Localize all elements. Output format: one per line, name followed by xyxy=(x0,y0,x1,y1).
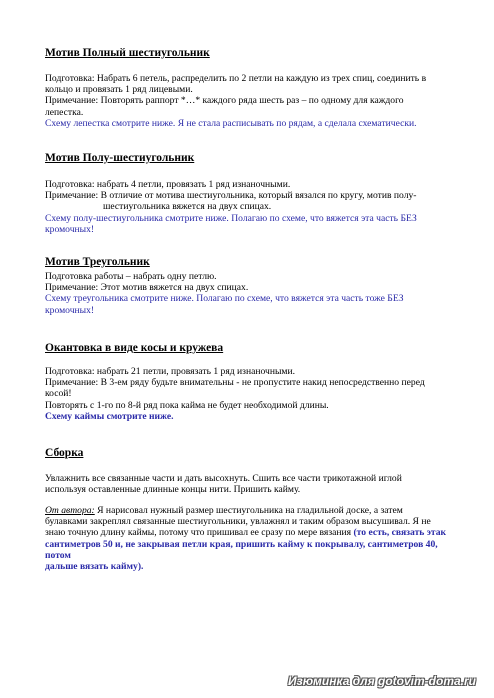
scheme-note: Схему треугольника смотрите ниже. Полагаю по схеме, что вяжется эта часть тоже БЕЗ xyxy=(45,293,404,305)
section-heading-half-hexagon: Мотив Полу-шестиугольник xyxy=(45,152,195,164)
section-heading-full-hexagon: Мотив Полный шестиугольник xyxy=(45,47,210,59)
scheme-note: кромочных! xyxy=(45,304,95,316)
text-line: Повторять с 1-го по 8-й ряд пока кайма не будет необходимой длины. xyxy=(45,399,329,411)
section-heading-triangle: Мотив Треугольник xyxy=(45,256,150,268)
text-line: лепестка. xyxy=(45,106,84,118)
text-line: булавками закреплял связанные шестиугольники, увлажнял и таким образом высушивал. Я не xyxy=(45,516,431,528)
text-line: косой! xyxy=(45,388,72,400)
text-line: кольцо и провязать 1 ряд лицевыми. xyxy=(45,84,193,96)
author-note-text: знаю точную длину каймы, потому что пришивал ее сразу по мере вязания xyxy=(45,527,354,539)
author-note-text: Я нарисовал нужный размер шестиугольника на гладильной доске, а затем xyxy=(94,505,403,516)
text-line: Подготовка: Набрать 6 петель, распределить по 2 петли на каждую из трех спиц, соединить в xyxy=(45,73,427,84)
text-line: Подготовка: набрать 4 петли, провязать 1 ряд изнаночными. xyxy=(45,179,291,190)
scheme-note: Схему каймы смотрите ниже. xyxy=(45,410,174,422)
text-line xyxy=(45,527,465,538)
author-note xyxy=(45,505,465,572)
section-body-assembly xyxy=(45,473,465,495)
text-line xyxy=(45,505,465,516)
text-line: Примечание: В 3-ем ряду будьте внимательны - не пропустите накид непосредственно перед xyxy=(45,377,425,389)
watermark-text: Изюминка для gotovim-doma.ru xyxy=(288,674,476,688)
author-note-highlight: сантиметров 50 и, не закрывая петли края, пришить кайму к покрывалу, сантиметров 40, потом xyxy=(45,538,438,561)
section-body-border xyxy=(45,366,465,422)
text-line: используя оставленные длинные концы нити. Пришить кайму. xyxy=(45,484,301,496)
text-line: Примечание: В отличие от мотива шестиугольника, который вязался по кругу, мотив полу- xyxy=(45,190,417,202)
section-body-half-hexagon xyxy=(45,179,465,235)
text-line: шестиугольника вяжется на двух спицах. xyxy=(103,201,272,213)
author-note-highlight: (то есть, связать этак xyxy=(353,527,447,539)
text-line: Подготовка: набрать 21 петли, провязать 1 ряд изнаночными. xyxy=(45,366,296,377)
text-line: Примечание: Этот мотив вяжется на двух спицах. xyxy=(45,282,249,294)
scheme-note: Схему лепестка смотрите ниже. Я не стала расписывать по рядам, а сделала схематически. xyxy=(45,117,417,129)
scheme-note: кромочных! xyxy=(45,223,95,235)
section-body-triangle xyxy=(45,271,465,316)
section-heading-border: Окантовка в виде косы и кружева xyxy=(45,342,224,354)
section-heading-assembly: Сборка xyxy=(45,447,84,459)
author-note-label: От автора: xyxy=(45,505,95,516)
section-body-full-hexagon xyxy=(45,73,465,129)
text-line: Увлажнить все связанные части и дать высохнуть. Сшить все части трикотажной иглой xyxy=(45,473,402,484)
scheme-note: Схему полу-шестиугольника смотрите ниже. Полагаю по схеме, что вяжется эта часть БЕЗ xyxy=(45,212,417,224)
text-line: Примечание: Повторять раппорт *…* каждого ряда шесть раз – по одному для каждого xyxy=(45,95,404,107)
text-line: Подготовка работы – набрать одну петлю. xyxy=(45,271,217,282)
author-note-highlight: дальше вязать кайму). xyxy=(45,561,144,573)
